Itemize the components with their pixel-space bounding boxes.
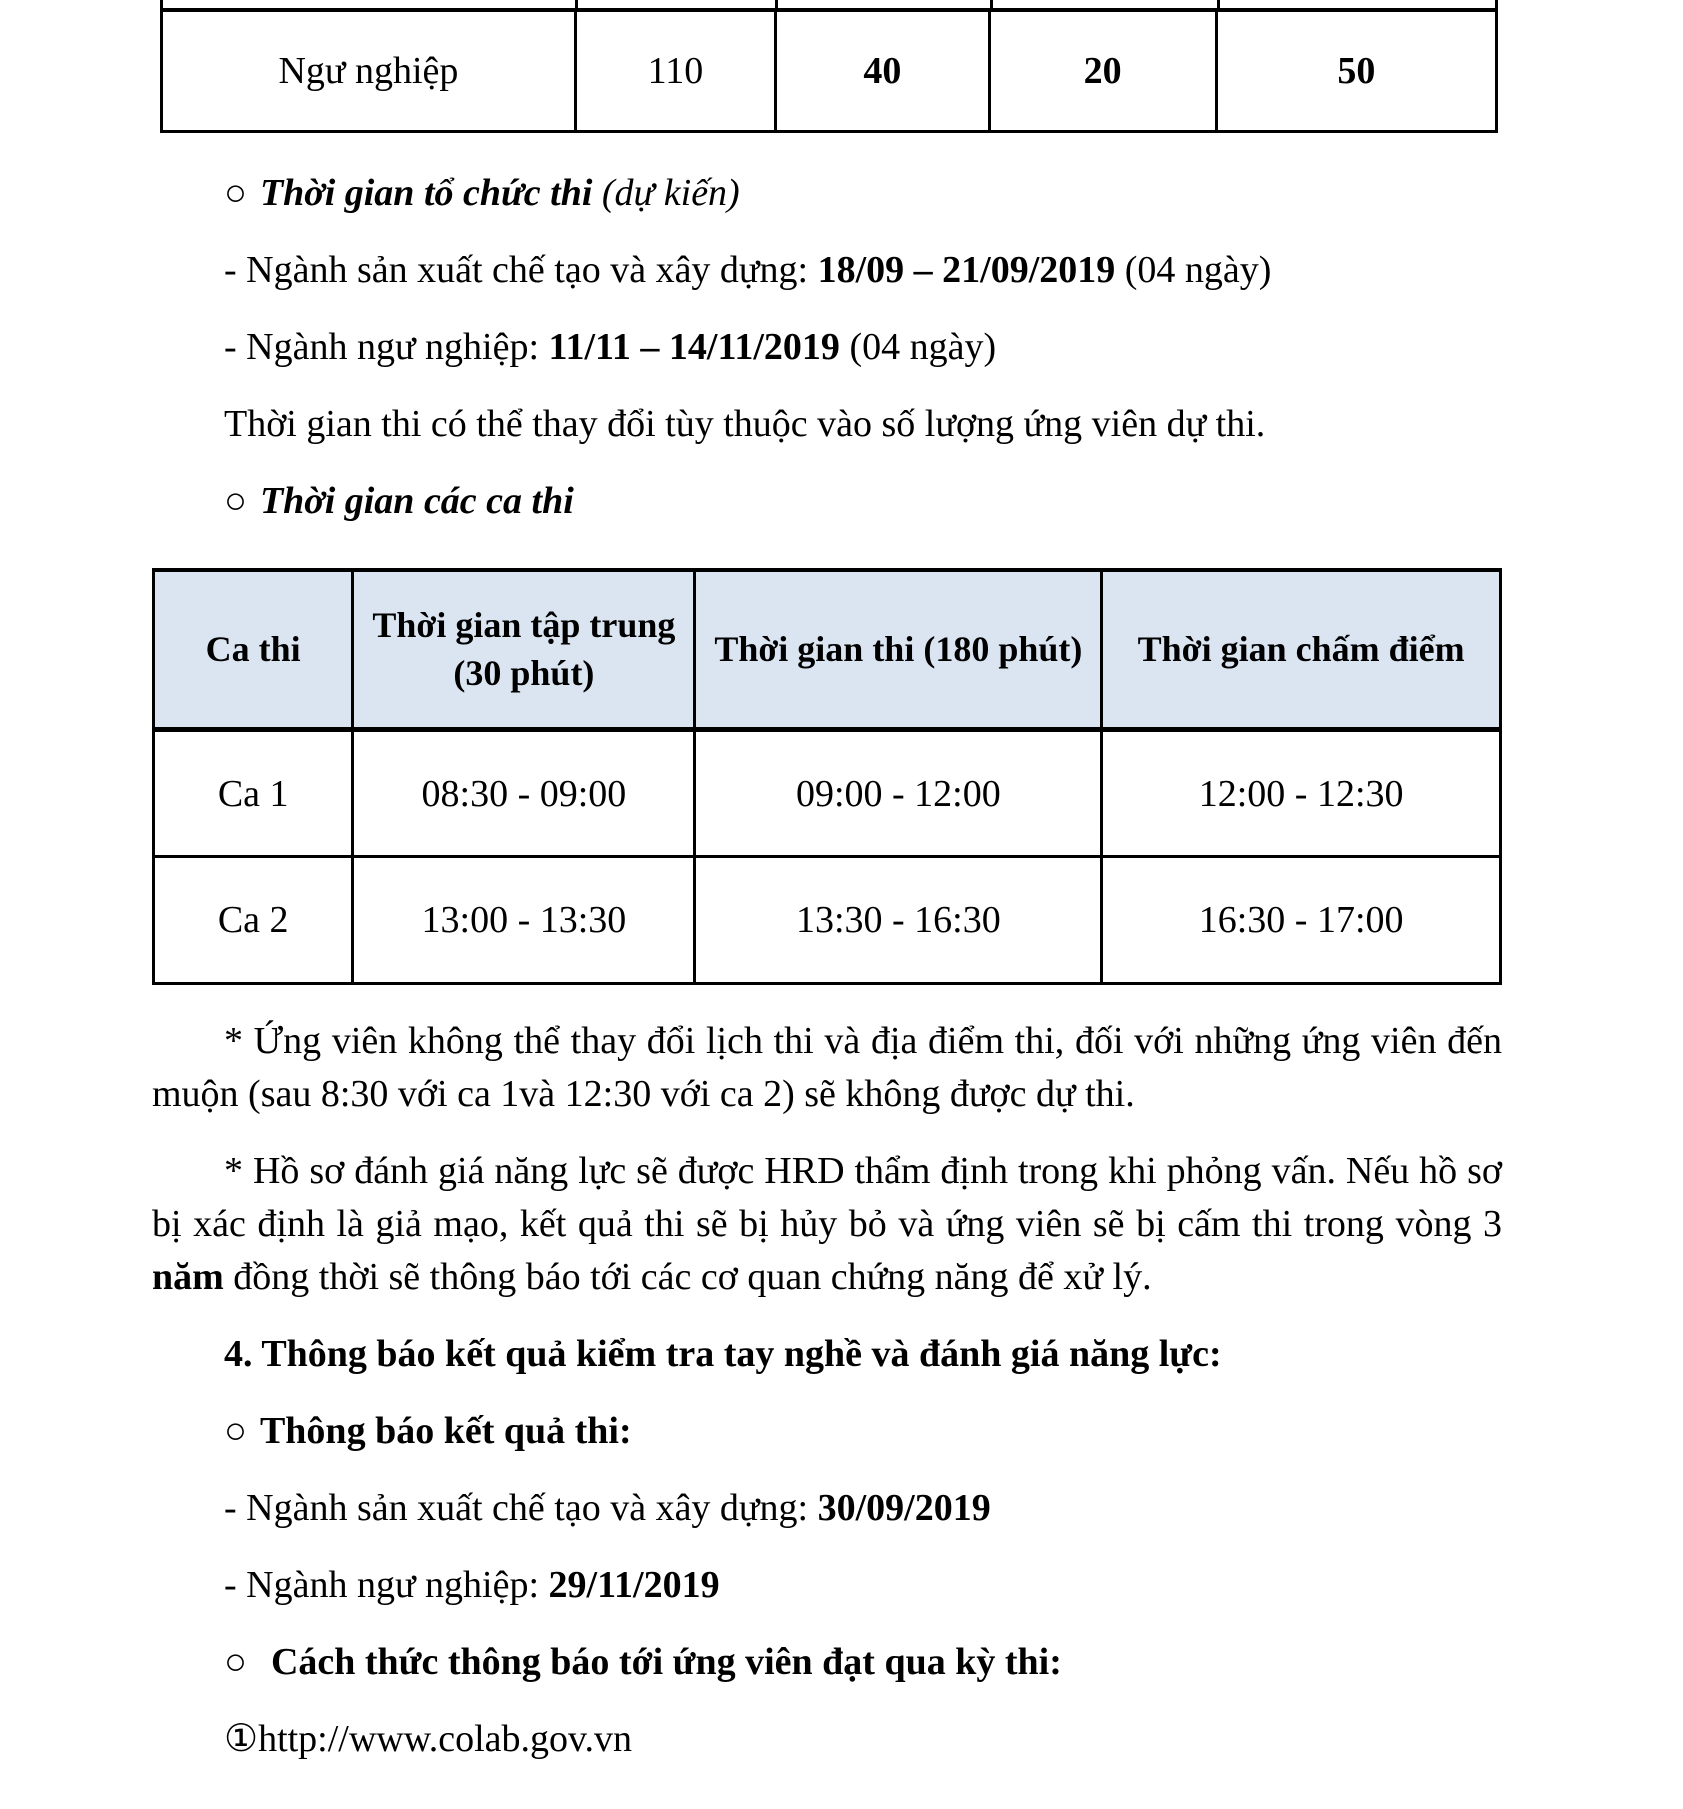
circle-bullet-icon: ○ — [224, 1641, 247, 1683]
fishery-schedule-dates: 11/11 – 14/11/2019 — [548, 325, 840, 368]
shift-header-cham-diem: Thời gian chấm điểm — [1102, 570, 1501, 730]
manufacturing-schedule-dates: 18/09 – 21/09/2019 — [817, 248, 1116, 291]
results-section-heading: 4. Thông báo kết quả kiểm tra tay nghề và đánh giá năng lực: — [224, 1333, 1222, 1375]
table-cutoff-mark — [1495, 0, 1498, 9]
shift-header-thi: Thời gian thi (180 phút) — [695, 570, 1102, 730]
exam-time-heading — [152, 167, 1502, 220]
shift-table-row — [154, 730, 1501, 857]
fraud-note-bold-word: năm — [152, 1256, 224, 1298]
fraud-note — [152, 1145, 1502, 1304]
quota-table — [160, 8, 1498, 133]
table-cutoff-mark — [990, 0, 993, 9]
manufacturing-result-prefix: - Ngành sản xuất chế tạo và xây dựng: — [224, 1487, 818, 1529]
circle-bullet-icon: ○ — [224, 479, 247, 522]
manufacturing-schedule-prefix: - Ngành sản xuất chế tạo và xây dựng: — [224, 248, 818, 291]
quota-value-cell: 40 — [776, 10, 990, 131]
shift-header-tap-trung: Thời gian tập trung (30 phút) — [353, 570, 695, 730]
schedule-change-note: Thời gian thi có thể thay đổi tùy thuộc vào số lượng ứng viên dự thi. — [224, 402, 1266, 445]
shift-cell: Ca 2 — [154, 857, 353, 984]
results-announce-heading — [152, 1405, 1502, 1458]
fishery-schedule-suffix: (04 ngày) — [839, 325, 997, 368]
shift-times-heading-label: Thời gian các ca thi — [259, 479, 574, 522]
circle-bullet-icon: ○ — [224, 1410, 247, 1452]
shift-times-heading — [152, 475, 1502, 528]
manufacturing-schedule-suffix: (04 ngày) — [1115, 248, 1272, 291]
document-page — [0, 8, 1683, 1766]
shift-cell: Ca 1 — [154, 730, 353, 857]
exam-time-heading-note: (dự kiến) — [601, 171, 740, 214]
shift-header-ca-thi: Ca thi — [154, 570, 353, 730]
table-cutoff-mark — [775, 0, 778, 9]
quota-value-cell: 20 — [989, 10, 1216, 131]
manufacturing-schedule-line — [152, 244, 1502, 297]
quota-table-row — [162, 10, 1497, 131]
manufacturing-result-line — [152, 1482, 1502, 1535]
shift-cell: 09:00 - 12:00 — [695, 730, 1102, 857]
quota-value-cell: 50 — [1216, 10, 1496, 131]
notify-method-heading-label: Cách thức thông báo tới ứng viên đạt qua kỳ thi: — [270, 1641, 1062, 1683]
fishery-result-prefix: - Ngành ngư nghiệp: — [224, 1564, 549, 1606]
website-line: ①http://www.colab.gov.vn — [224, 1718, 633, 1760]
results-announce-heading-label: Thông báo kết quả thi: — [259, 1410, 632, 1452]
shift-cell: 12:00 - 12:30 — [1102, 730, 1501, 857]
fishery-schedule-prefix: - Ngành ngư nghiệp: — [224, 325, 549, 368]
table-cutoff-mark — [160, 0, 163, 9]
quota-total-cell: 110 — [575, 10, 775, 131]
exam-time-heading-label: Thời gian tổ chức thi — [259, 171, 593, 214]
fishery-schedule-line — [152, 321, 1502, 374]
table-cutoff-mark — [575, 0, 578, 9]
shift-table-row — [154, 857, 1501, 984]
shift-cell: 16:30 - 17:00 — [1102, 857, 1501, 984]
fraud-note-text: * Hồ sơ đánh giá năng lực sẽ được HRD thẩm định trong khi phỏng vấn. Nếu hồ sơ bị xác định là giả mạo, kết quả thi sẽ bị hủy bỏ và ứng viên sẽ bị cấm thi trong vòng 3 — [152, 1150, 1502, 1245]
shift-cell: 08:30 - 09:00 — [353, 730, 695, 857]
manufacturing-result-date: 30/09/2019 — [817, 1487, 991, 1529]
shift-cell: 13:00 - 13:30 — [353, 857, 695, 984]
table-cutoff-mark — [1217, 0, 1220, 9]
notify-method-heading — [152, 1636, 1502, 1689]
fraud-note-text: đồng thời sẽ thông báo tới các cơ quan chứng năng để xử lý. — [223, 1256, 1152, 1298]
fishery-result-line — [152, 1559, 1502, 1612]
shift-cell: 13:30 - 16:30 — [695, 857, 1102, 984]
circle-bullet-icon: ○ — [224, 171, 247, 214]
fishery-result-date: 29/11/2019 — [548, 1564, 720, 1606]
late-arrival-note: * Ứng viên không thể thay đổi lịch thi và địa điểm thi, đối với những ứng viên đến muộn (sau 8:30 với ca 1và 12:30 với ca 2) sẽ không được dự thi. — [152, 1020, 1502, 1115]
shift-table-header-row — [154, 570, 1501, 730]
quota-sector-cell: Ngư nghiệp — [162, 10, 576, 131]
shift-table — [152, 568, 1502, 986]
